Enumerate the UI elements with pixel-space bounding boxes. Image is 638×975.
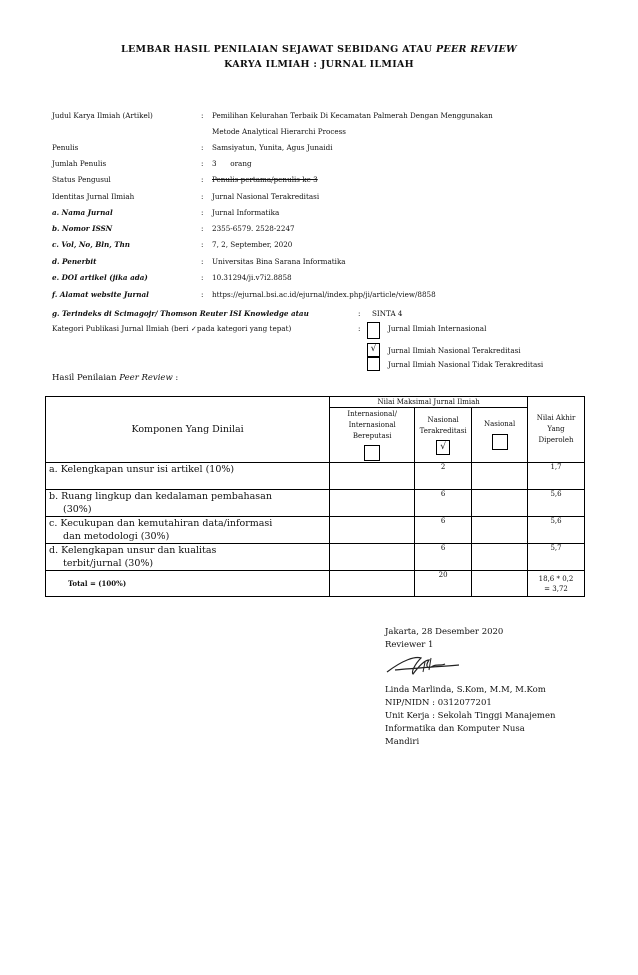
field-colon: : — [201, 143, 204, 152]
reviewer-name: Linda Marlinda, S.Kom, M.M, M.Kom — [385, 685, 546, 695]
field-value[interactable]: https://ejurnal.bsi.ac.id/ejurnal/index.php/ji/article/view/8858 — [212, 290, 436, 299]
intl-cell — [330, 463, 415, 490]
komponen-line: dan metodologi (30%) — [63, 531, 170, 542]
header-nasional-label: Nasional — [483, 420, 516, 428]
field-colon: : — [201, 208, 204, 217]
header-nasional-terakreditasi-label: Nasional Terakreditasi — [419, 416, 467, 435]
checkbox-nasional[interactable] — [492, 434, 508, 450]
field-value: Metode Analytical Hierarchi Process — [212, 127, 346, 136]
header-nilai-akhir: Nilai Akhir Yang Diperoleh — [528, 397, 585, 463]
kategori-checkbox-internasional[interactable] — [367, 322, 380, 339]
signature-image — [385, 652, 465, 680]
field-label: Jumlah Penulis — [52, 159, 107, 168]
komponen-cell — [46, 544, 330, 571]
kategori-option-label: Jurnal Ilmiah Nasional Tidak Terakreditasi — [388, 360, 544, 369]
header-internasional-label: Internasional/ Internasional Bereputasi — [347, 410, 397, 440]
title-text: LEMBAR HASIL PENILAIAN SEJAWAT SEBIDANG ATAU — [121, 44, 433, 55]
field-label: Penulis — [52, 143, 79, 152]
nas-cell — [472, 544, 528, 571]
field-value: 2355-6579. 2528-2247 — [212, 224, 295, 233]
field-colon: : — [201, 111, 204, 120]
nas-cell — [472, 490, 528, 517]
field-colon: : — [201, 175, 204, 184]
komponen-cell — [46, 463, 330, 490]
field-value: Samsiyatun, Yunita, Agus Junaidi — [212, 143, 333, 152]
komponen-line: c. Kecukupan dan kemutahiran data/informasi — [49, 518, 273, 529]
field-label: g. Terindeks di Scimagojr/ Thomson Reuter ISI Knowledge atau — [52, 309, 309, 318]
akhir-cell: 5,6 — [528, 517, 585, 544]
reviewer-label: Reviewer 1 — [385, 640, 434, 650]
total-row — [46, 571, 585, 597]
field-colon: : — [358, 324, 361, 333]
reviewer-nip: NIP/NIDN : 0312077201 — [385, 698, 492, 708]
checkbox-internasional[interactable] — [364, 445, 380, 461]
header-nasional — [472, 408, 528, 463]
header-komponen: Komponen Yang Dinilai — [46, 397, 330, 463]
field-label: Identitas Jurnal Ilmiah — [52, 192, 135, 201]
kategori-option-label: Jurnal Ilmiah Nasional Terakreditasi — [388, 346, 521, 355]
field-colon: : — [201, 290, 204, 299]
komponen-line: terbit/jurnal (30%) — [63, 558, 154, 569]
table-row — [46, 544, 585, 571]
field-value: Universitas Bina Sarana Informatika — [212, 257, 346, 266]
total-label: Total = (100%) — [46, 571, 330, 597]
reviewer-unit-2: Informatika dan Komputer Nusa — [385, 724, 525, 734]
total-akhir — [528, 571, 585, 597]
komponen-line: (30%) — [63, 504, 92, 515]
field-value — [212, 175, 582, 184]
hasil-text: Hasil Penilaian — [52, 373, 117, 383]
place-date: Jakarta, 28 Desember 2020 — [385, 627, 504, 637]
kategori-option-label: Jurnal Ilmiah Internasional — [388, 324, 487, 333]
header-internasional — [330, 408, 415, 463]
reviewer-unit-1: Unit Kerja : Sekolah Tinggi Manajemen — [385, 711, 556, 721]
document-title-line-2: KARYA ILMIAH : JURNAL ILMIAH — [224, 59, 414, 70]
field-label: Kategori Publikasi Jurnal Ilmiah (beri ✓pada kategori yang tepat) — [52, 324, 292, 333]
field-label: d. Penerbit — [52, 257, 97, 266]
struck-option: Penulis pertama/penulis ke 3 — [212, 175, 318, 184]
kategori-checkbox-nasional-tidak-terakreditasi[interactable] — [367, 357, 380, 371]
field-label: Status Pengusul — [52, 175, 111, 184]
field-colon: : — [358, 309, 361, 318]
header-nasional-terakreditasi — [415, 408, 472, 463]
field-colon: : — [201, 240, 204, 249]
komponen-cell — [46, 517, 330, 544]
reviewer-unit-3: Mandiri — [385, 737, 420, 747]
field-colon: : — [201, 159, 204, 168]
intl-cell — [330, 544, 415, 571]
field-colon: : — [201, 224, 204, 233]
nas-akr-cell: 6 — [415, 517, 472, 544]
field-label: b. Nomor ISSN — [52, 224, 113, 233]
field-value: Jurnal Nasional Terakreditasi — [212, 192, 320, 201]
hasil-peer-review: Peer Review — [119, 373, 173, 383]
total-nas-akr: 20 — [415, 571, 472, 597]
akhir-cell: 5,6 — [528, 490, 585, 517]
table-row — [46, 490, 585, 517]
nas-akr-cell: 6 — [415, 544, 472, 571]
title-peer-review: PEER REVIEW — [435, 44, 517, 55]
intl-cell — [330, 490, 415, 517]
field-label: c. Vol, No, Bln, Thn — [52, 240, 131, 249]
field-colon: : — [201, 273, 204, 282]
field-value: 3 orang — [212, 159, 252, 168]
komponen-line: d. Kelengkapan unsur dan kualitas — [49, 545, 217, 556]
komponen-line: a. Kelengkapan unsur isi artikel (10%) — [49, 464, 235, 475]
field-value: 10.31294/ji.v7i2.8858 — [212, 273, 292, 282]
akhir-cell: 5,7 — [528, 544, 585, 571]
header-nilai-maksimal: Nilai Maksimal Jurnal Ilmiah — [330, 397, 528, 408]
akhir-cell: 1,7 — [528, 463, 585, 490]
total-akhir-line: = 3,72 — [544, 584, 568, 593]
table-row — [46, 463, 585, 490]
hasil-colon: : — [175, 373, 179, 383]
komponen-cell — [46, 490, 330, 517]
table-row — [46, 517, 585, 544]
field-value: Jurnal Informatika — [212, 208, 280, 217]
kategori-checkbox-nasional-terakreditasi[interactable]: √ — [367, 343, 380, 357]
field-label: a. Nama Jurnal — [52, 208, 113, 217]
field-colon: : — [201, 192, 204, 201]
nas-cell — [472, 517, 528, 544]
field-colon: : — [201, 257, 204, 266]
hasil-penilaian-heading — [52, 374, 178, 383]
field-label: f. Alamat website Jurnal — [52, 290, 149, 299]
nas-cell — [472, 463, 528, 490]
field-value: SINTA 4 — [372, 309, 403, 318]
total-intl — [330, 571, 415, 597]
nas-akr-cell: 6 — [415, 490, 472, 517]
document-title-line-1 — [0, 44, 638, 55]
field-value: Pemilihan Kelurahan Terbaik Di Kecamatan Palmerah Dengan Menggunakan — [212, 111, 493, 120]
total-nas — [472, 571, 528, 597]
checkbox-nasional-terakreditasi[interactable]: √ — [436, 440, 450, 455]
field-label: Judul Karya Ilmiah (Artikel) — [52, 111, 153, 120]
field-value: 7, 2, September, 2020 — [212, 240, 293, 249]
intl-cell — [330, 517, 415, 544]
penilaian-table — [45, 396, 585, 597]
total-akhir-line: 18,6 * 0,2 — [538, 574, 574, 583]
nas-akr-cell: 2 — [415, 463, 472, 490]
komponen-line: b. Ruang lingkup dan kedalaman pembahasan — [49, 491, 272, 502]
field-label: e. DOI artikel (jika ada) — [52, 273, 148, 282]
